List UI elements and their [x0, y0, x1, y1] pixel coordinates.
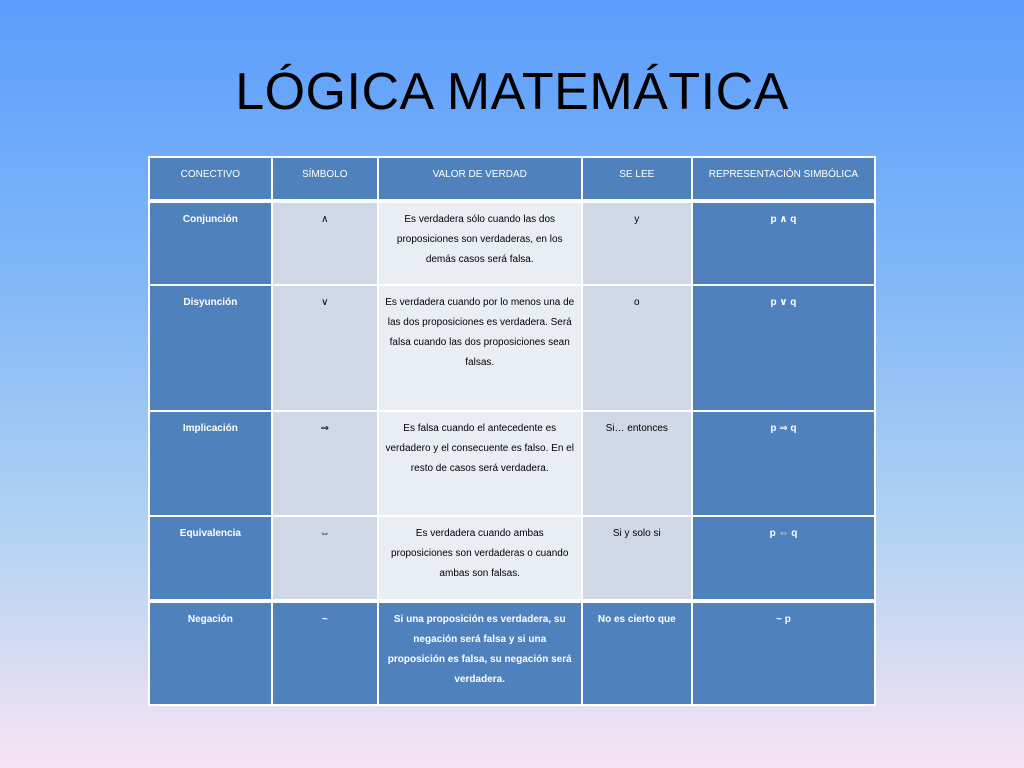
cell-valor: Es verdadera sólo cuando las dos proposiciones son verdaderas, en los demás casos será falsa. [378, 201, 582, 285]
cell-se-lee: Si y solo si [582, 516, 692, 601]
cell-se-lee: No es cierto que [582, 601, 692, 705]
cell-simbolo: ∧ [272, 201, 378, 285]
cell-valor: Si una proposición es verdadera, su negación será falsa y si una proposición es falsa, su negación será verdadera. [378, 601, 582, 705]
cell-se-lee: y [582, 201, 692, 285]
connectives-table [148, 156, 876, 706]
table-row-disyuncion [149, 285, 875, 411]
header-conectivo: CONECTIVO [149, 157, 272, 201]
header-simbolo: SÍMBOLO [272, 157, 378, 201]
cell-simbolo: ⇔ [272, 516, 378, 601]
cell-se-lee: o [582, 285, 692, 411]
cell-representacion: ~ p [692, 601, 875, 705]
cell-conectivo: Conjunción [149, 201, 272, 285]
cell-representacion: p ⇔ q [692, 516, 875, 601]
header-se-lee: SE LEE [582, 157, 692, 201]
table-row-conjuncion [149, 201, 875, 285]
cell-conectivo: Disyunción [149, 285, 272, 411]
header-valor-de-verdad: VALOR DE VERDAD [378, 157, 582, 201]
table-row-implicacion [149, 411, 875, 516]
table-header-row [149, 157, 875, 201]
cell-valor: Es verdadera cuando ambas proposiciones son verdaderas o cuando ambas son falsas. [378, 516, 582, 601]
cell-representacion: p ∧ q [692, 201, 875, 285]
cell-se-lee: Si… entonces [582, 411, 692, 516]
table-row-negacion [149, 601, 875, 705]
cell-conectivo: Negación [149, 601, 272, 705]
cell-simbolo: ∨ [272, 285, 378, 411]
cell-representacion: p ⇒ q [692, 411, 875, 516]
header-representacion: REPRESENTACIÓN SIMBÓLICA [692, 157, 875, 201]
cell-simbolo: ~ [272, 601, 378, 705]
cell-representacion: p ∨ q [692, 285, 875, 411]
cell-valor: Es falsa cuando el antecedente es verdadero y el consecuente es falso. En el resto de casos será verdadera. [378, 411, 582, 516]
cell-valor: Es verdadera cuando por lo menos una de las dos proposiciones es verdadera. Será falsa cuando las dos proposiciones sean falsas. [378, 285, 582, 411]
slide-title: LÓGICA MATEMÁTICA [235, 63, 789, 121]
cell-conectivo: Implicación [149, 411, 272, 516]
cell-simbolo: ⇒ [272, 411, 378, 516]
table-row-equivalencia [149, 516, 875, 601]
cell-conectivo: Equivalencia [149, 516, 272, 601]
